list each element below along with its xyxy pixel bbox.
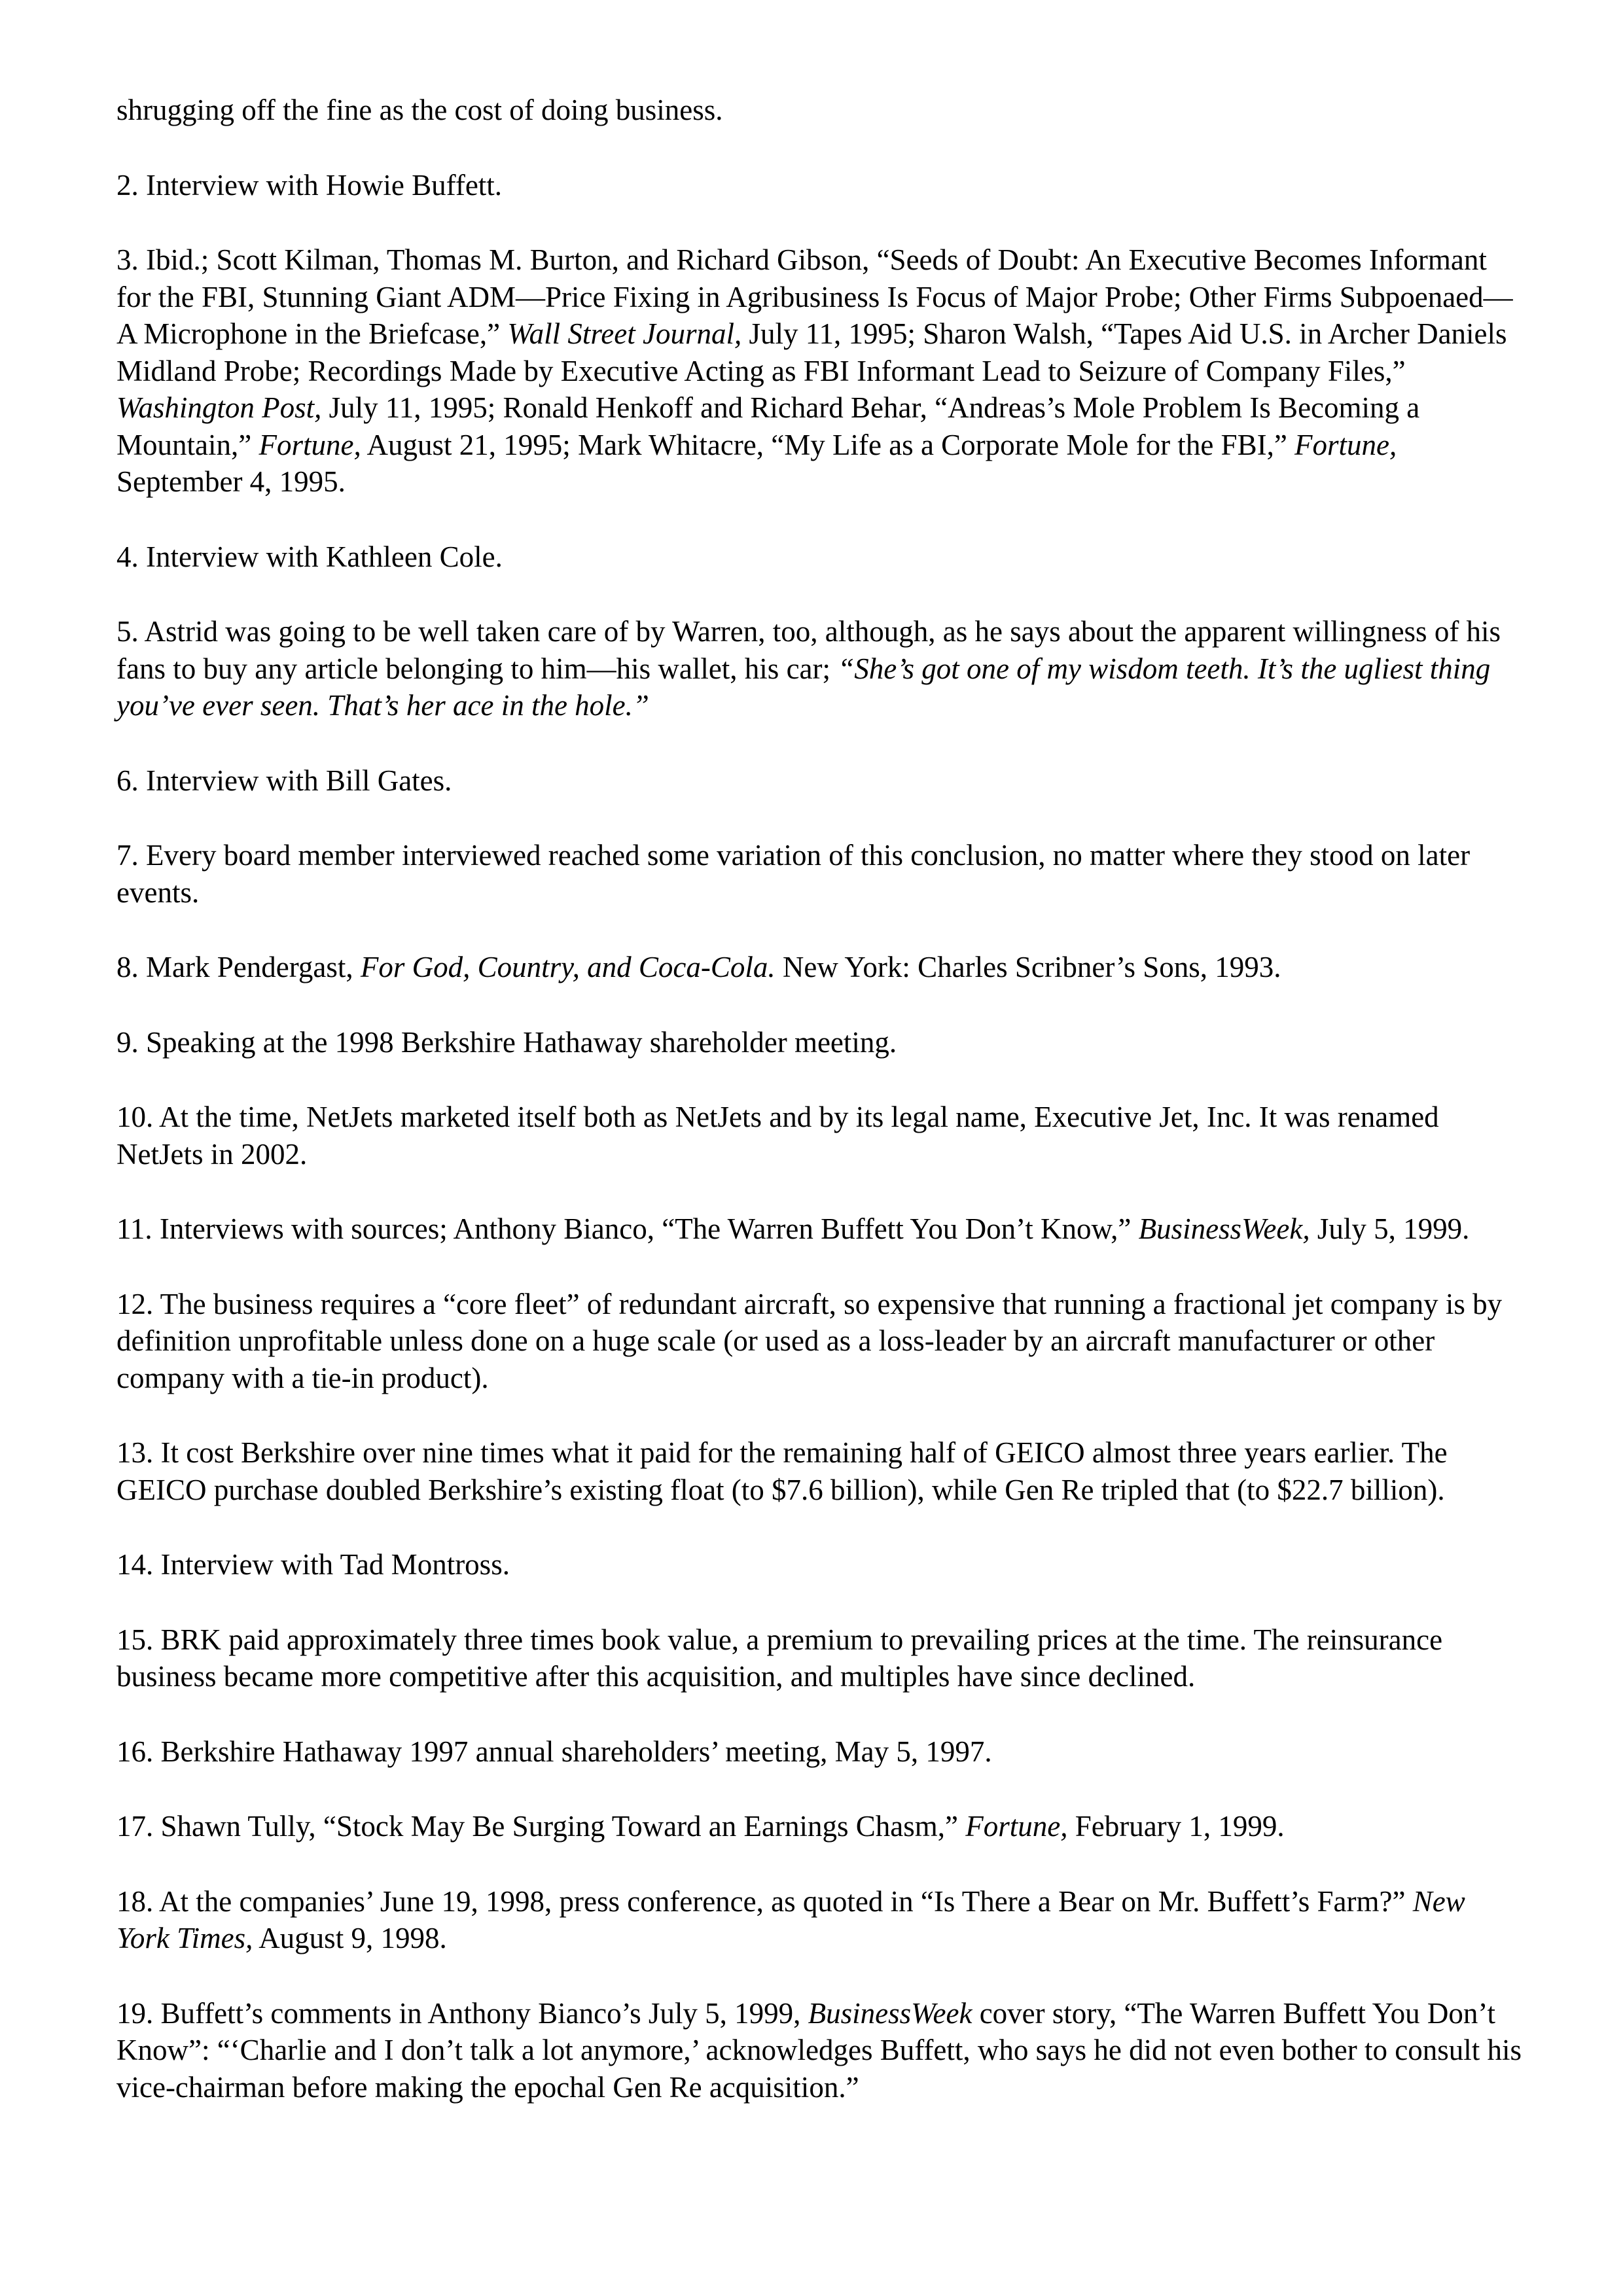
note-text: 7. Every board member interviewed reached some variation of this conclusion, no matter where they stood on later events.: [116, 839, 1471, 909]
notes-page: [116, 92, 1524, 2106]
italic-citation-text: BusinessWeek,: [1138, 1212, 1310, 1245]
note-text: August 9, 1998.: [253, 1922, 447, 1954]
note-text: 10. At the time, NetJets marketed itself both as NetJets and by its legal name, Executive Jet, Inc. It was renamed NetJets in 2002.: [116, 1101, 1439, 1171]
italic-citation-text: Fortune,: [1294, 428, 1397, 461]
note-text: July 11, 1995; Ronald Henkoff and Richard Behar, “Andreas’s Mole Problem Is Becoming a Mountain,”: [116, 391, 1420, 461]
endnote-5: [116, 613, 1524, 724]
italic-citation-text: Wall Street Journal,: [507, 317, 742, 350]
note-text: 3. Ibid.; Scott Kilman, Thomas M. Burton, and Richard Gibson, “Seeds of Doubt: An Executive Becomes Informant for the FBI, Stunning Giant ADM—Price Fixing in Agribusiness Is Focus of Major Probe; Other Firms Subpoenaed—A Microphone in the Briefcase,”: [116, 243, 1513, 350]
note-text: 16. Berkshire Hathaway 1997 annual shareholders’ meeting, May 5, 1997.: [116, 1735, 992, 1768]
note-text: New York: Charles Scribner’s Sons, 1993.: [775, 951, 1281, 983]
italic-citation-text: Washington Post,: [116, 391, 322, 424]
endnote-12: [116, 1286, 1524, 1397]
italic-citation-text: For God, Country, and Coca-Cola.: [360, 951, 776, 983]
endnote-8: [116, 949, 1524, 986]
endnote-7: [116, 837, 1524, 911]
note-text: 2. Interview with Howie Buffett.: [116, 168, 503, 202]
endnote-14: [116, 1546, 1524, 1583]
endnote-9: [116, 1024, 1524, 1061]
note-text: 18. At the companies’ June 19, 1998, press conference, as quoted in “Is There a Bear on Mr. Buffett’s Farm?”: [116, 1884, 1413, 1918]
note-text: 8. Mark Pendergast,: [116, 951, 361, 983]
note-text: July 11, 1995; Sharon Walsh, “Tapes Aid U.S. in Archer Daniels Midland Probe; Recordings Made by Executive Acting as FBI Informant Lead to Seizure of Company Files,”: [116, 317, 1507, 387]
endnote-13: [116, 1434, 1524, 1508]
endnote-4: [116, 539, 1524, 576]
endnote-6: [116, 762, 1524, 800]
endnote-1: [116, 92, 1524, 129]
italic-citation-text: Fortune,: [259, 428, 361, 461]
note-text: July 5, 1999.: [1310, 1212, 1470, 1245]
note-text: 6. Interview with Bill Gates.: [116, 764, 452, 797]
note-text: 11. Interviews with sources; Anthony Bianco, “The Warren Buffett You Don’t Know,”: [116, 1212, 1139, 1245]
endnote-2: [116, 167, 1524, 204]
note-text: 4. Interview with Kathleen Cole.: [116, 540, 503, 573]
note-text: February 1, 1999.: [1067, 1810, 1285, 1843]
note-text: shrugging off the fine as the cost of doing business.: [116, 94, 723, 126]
endnote-10: [116, 1099, 1524, 1173]
endnote-17: [116, 1808, 1524, 1845]
note-text: 14. Interview with Tad Montross.: [116, 1548, 510, 1581]
endnote-11: [116, 1210, 1524, 1248]
note-text: 12. The business requires a “core fleet” of redundant aircraft, so expensive that running a fractional jet company is by definition unprofitable unless done on a huge scale (or used as a loss-leader by an aircraft manufacturer or other company with a tie-in product).: [116, 1287, 1503, 1394]
note-text: 17. Shawn Tully, “Stock May Be Surging Toward an Earnings Chasm,”: [116, 1810, 966, 1843]
note-text: August 21, 1995; Mark Whitacre, “My Life as a Corporate Mole for the FBI,”: [361, 428, 1295, 461]
italic-citation-text: Fortune,: [965, 1810, 1068, 1843]
italic-citation-text: BusinessWeek: [808, 1996, 972, 2030]
note-text: 19. Buffett’s comments in Anthony Bianco’s July 5, 1999,: [116, 1996, 808, 2030]
note-text: 13. It cost Berkshire over nine times what it paid for the remaining half of GEICO almost three years earlier. The GEICO purchase doubled Berkshire’s existing float (to $7.6 billion), while Gen Re tripled that (to $22.7 billion).: [116, 1436, 1448, 1506]
note-text: 15. BRK paid approximately three times book value, a premium to prevailing prices at the time. The reinsurance business became more competitive after this acquisition, and multiples have since declined.: [116, 1623, 1443, 1693]
italic-citation-text: New York Times,: [116, 1884, 1465, 1954]
note-text: 5. Astrid was going to be well taken care of by Warren, too, although, as he says about the apparent willingness of his fans to buy any article belonging to him—his wallet, his car;: [116, 615, 1501, 685]
endnote-19: [116, 1995, 1524, 2106]
endnote-16: [116, 1733, 1524, 1771]
endnote-3: [116, 241, 1524, 501]
endnote-18: [116, 1883, 1524, 1957]
note-text: 9. Speaking at the 1998 Berkshire Hathaway shareholder meeting.: [116, 1025, 897, 1059]
note-text: cover story, “The Warren Buffett You Don’t Know”: “‘Charlie and I don’t talk a lot anymore,’ acknowledges Buffett, who says he did not even bother to consult his vice-chairman before making the epochal Gen Re acquisition.”: [116, 1996, 1522, 2104]
note-text: September 4, 1995.: [116, 465, 346, 498]
endnote-15: [116, 1621, 1524, 1695]
italic-citation-text: “She’s got one of my wisdom teeth. It’s the ugliest thing you’ve ever seen. That’s her ace in the hole.”: [116, 652, 1491, 722]
